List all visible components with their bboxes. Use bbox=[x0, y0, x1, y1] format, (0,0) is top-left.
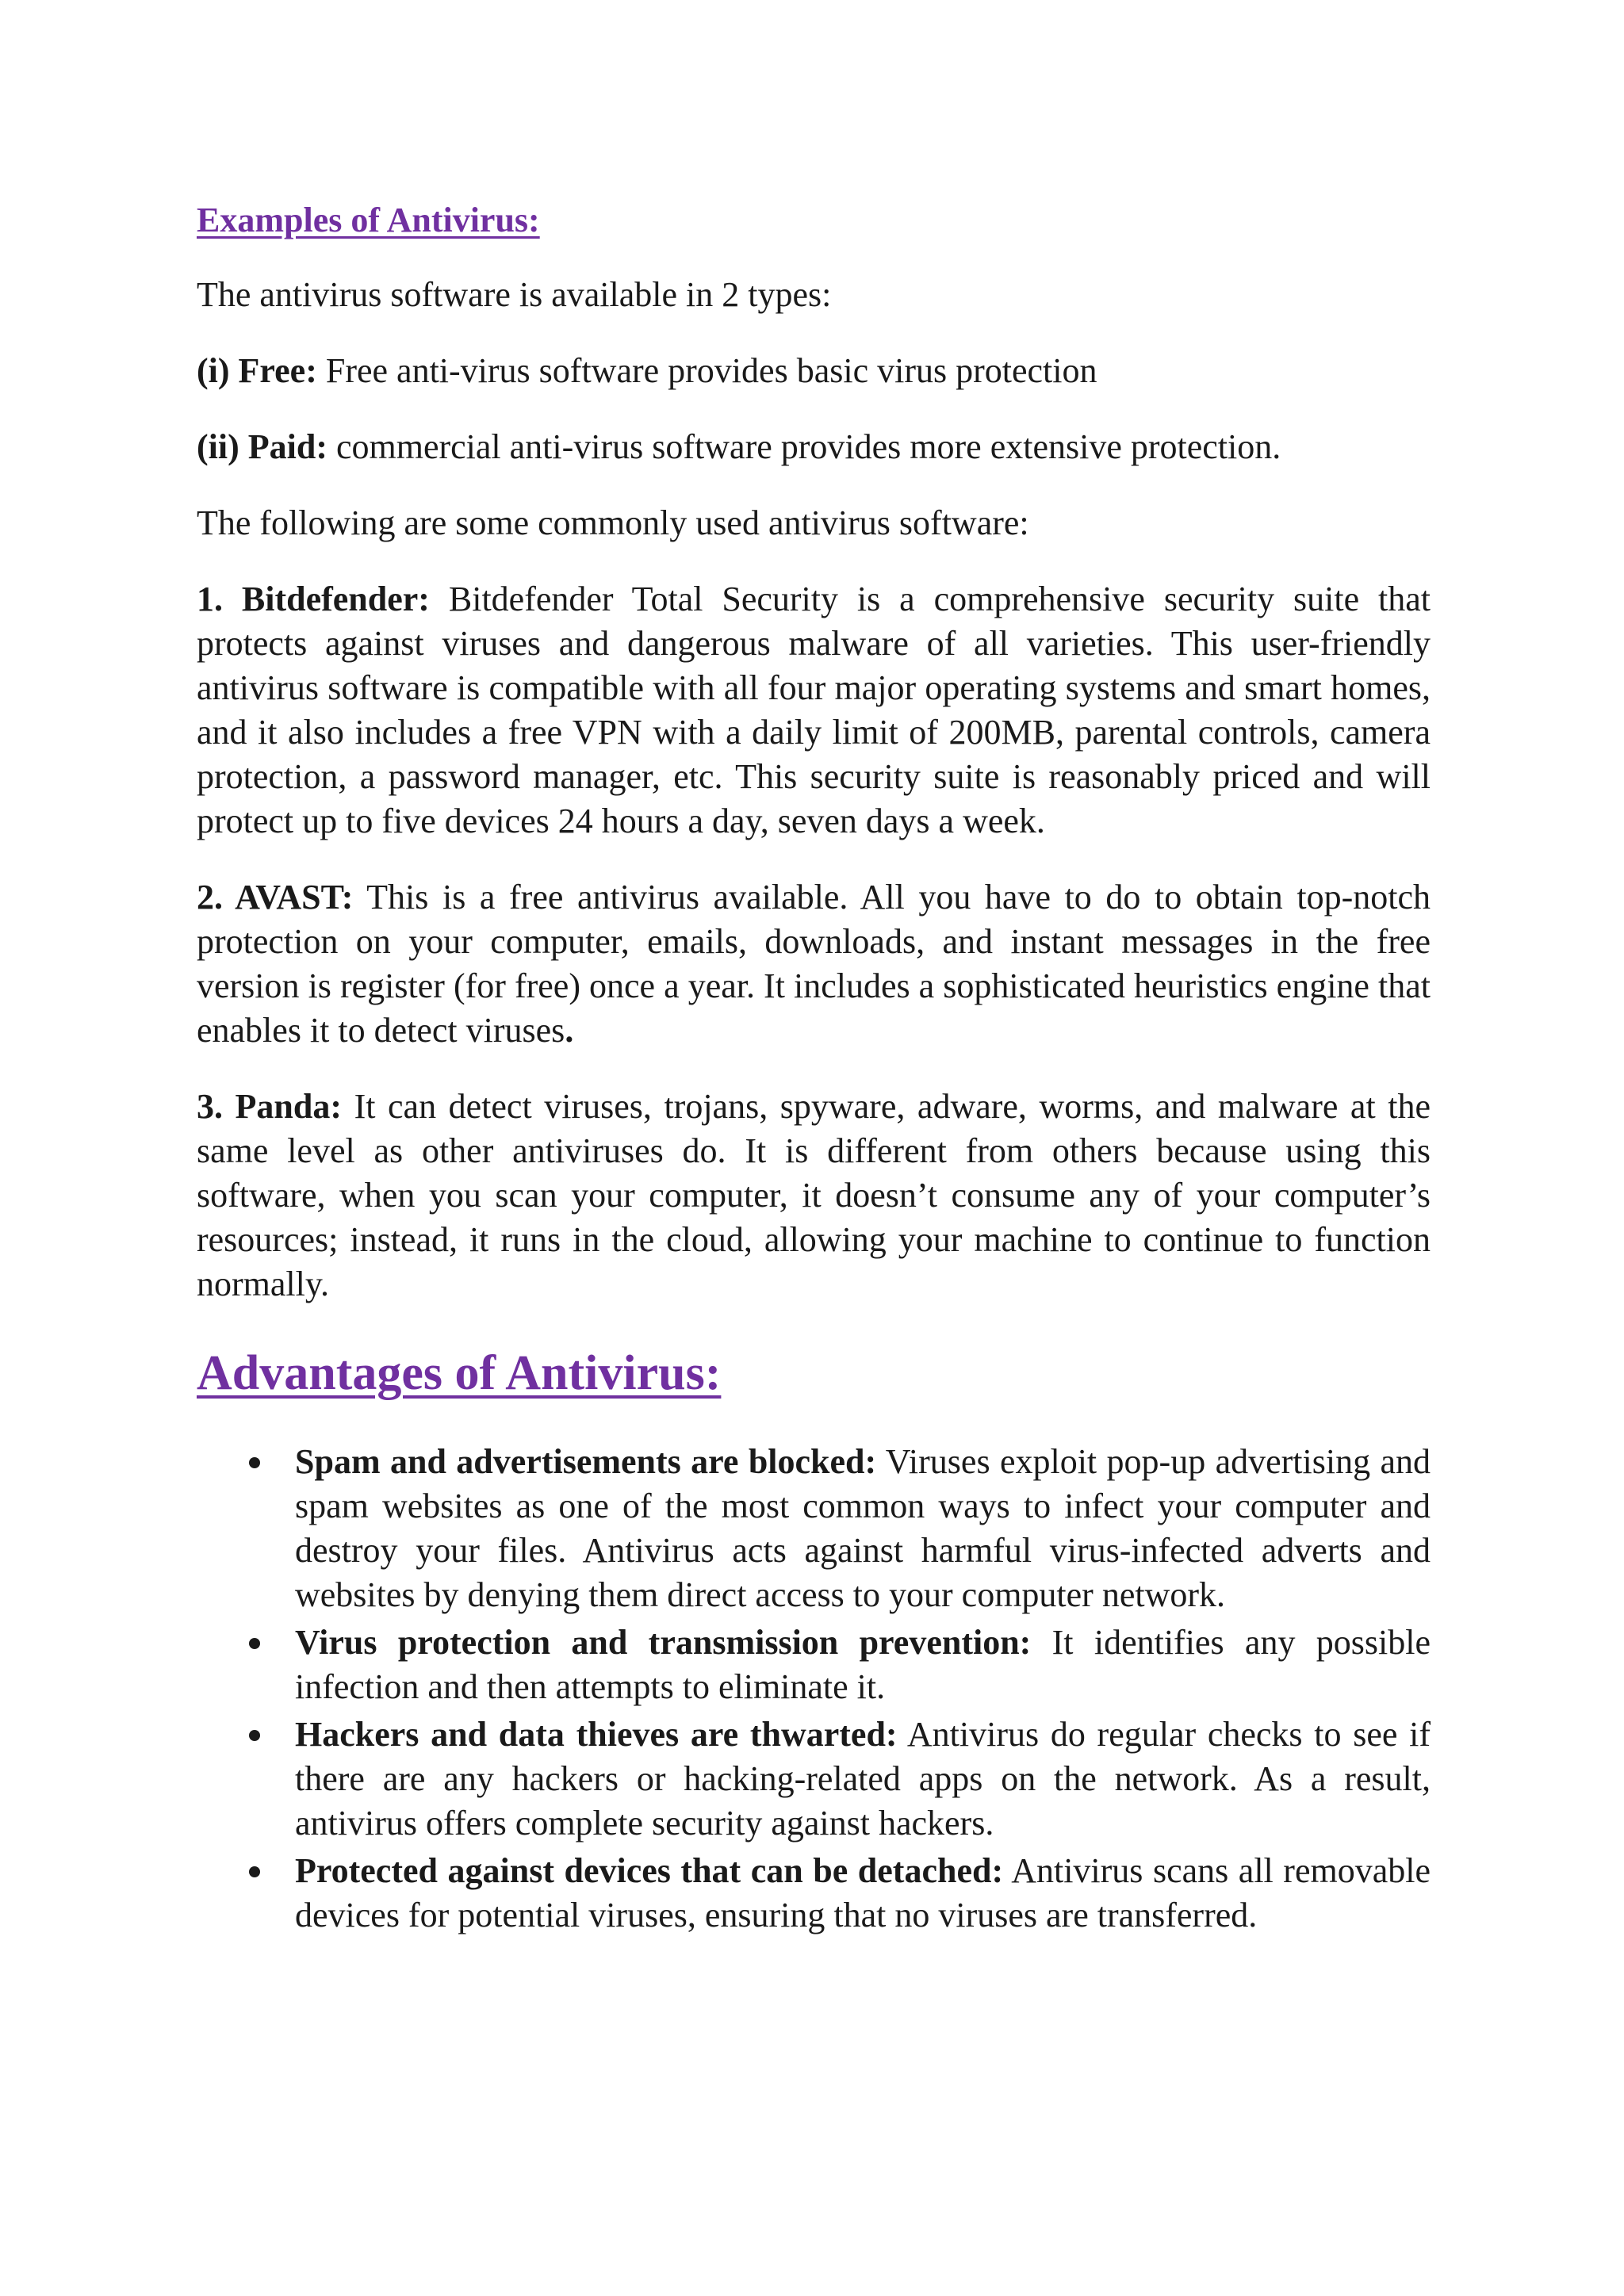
product-avast-label: 2. AVAST: bbox=[197, 878, 354, 916]
advantages-heading: Advantages of Antivirus: bbox=[197, 1346, 722, 1400]
bullet-icon bbox=[249, 1730, 260, 1741]
type-paid bbox=[197, 425, 1431, 469]
examples-heading: Examples of Antivirus: bbox=[197, 201, 540, 239]
product-panda bbox=[197, 1085, 1431, 1307]
advantage-label: Protected against devices that can be detached: bbox=[295, 1851, 1004, 1890]
type-paid-text: commercial anti-virus software provides more extensive protection. bbox=[327, 427, 1281, 466]
product-panda-label: 3. Panda: bbox=[197, 1087, 343, 1126]
bullet-icon bbox=[249, 1866, 260, 1877]
advantages-list bbox=[197, 1440, 1431, 1938]
advantage-item bbox=[197, 1712, 1431, 1846]
type-free-text: Free anti-virus software provides basic virus protection bbox=[316, 351, 1097, 390]
advantage-text: It identifies any possible infection and then attempts to eliminate it. bbox=[295, 1623, 1431, 1706]
bullet-icon bbox=[249, 1457, 260, 1468]
advantage-text: Antivirus do regular checks to see if there are any hackers or hacking-related apps on the network. As a result, antivirus offers complete security against hackers. bbox=[295, 1715, 1431, 1843]
advantage-item bbox=[197, 1621, 1431, 1709]
advantage-text: Antivirus scans all removable devices for potential viruses, ensuring that no viruses are transferred. bbox=[295, 1851, 1431, 1934]
advantage-item bbox=[197, 1849, 1431, 1938]
types-intro: The antivirus software is available in 2 types: bbox=[197, 275, 832, 314]
document-content bbox=[197, 197, 1431, 1941]
product-bitdefender-label: 1. Bitdefender: bbox=[197, 580, 430, 618]
bullet-icon bbox=[249, 1638, 260, 1649]
advantage-item bbox=[197, 1440, 1431, 1617]
products-intro: The following are some commonly used antivirus software: bbox=[197, 503, 1029, 542]
type-free-label: (i) Free: bbox=[197, 351, 317, 390]
product-avast bbox=[197, 875, 1431, 1053]
advantage-text: Viruses exploit pop-up advertising and spam websites as one of the most common ways to infect your computer and destroy your files. Antivirus acts against harmful virus-infected adverts and websites by denying them direct access to your computer network. bbox=[295, 1442, 1431, 1614]
product-bitdefender bbox=[197, 577, 1431, 844]
advantage-label: Spam and advertisements are blocked: bbox=[295, 1442, 877, 1481]
product-bitdefender-text: Bitdefender Total Security is a comprehensive security suite that protects against viruses and dangerous malware of all varieties. This user-friendly antivirus software is compatible with all four major operating systems and smart homes, and it also includes a free VPN with a daily limit of 200MB, parental controls, camera protection, a password manager, etc. This security suite is reasonably priced and will protect up to five devices 24 hours a day, seven days a week. bbox=[197, 580, 1431, 840]
advantage-label: Virus protection and transmission prevention: bbox=[295, 1623, 1032, 1662]
type-free bbox=[197, 349, 1431, 393]
type-paid-label: (ii) Paid: bbox=[197, 427, 327, 466]
advantage-label: Hackers and data thieves are thwarted: bbox=[295, 1715, 898, 1754]
product-panda-text: It can detect viruses, trojans, spyware, adware, worms, and malware at the same level as other antiviruses do. It is different from others because using this software, when you scan your computer, it doesn’t consume any of your computer’s resources; instead, it runs in the cloud, allowing your machine to continue to function normally. bbox=[197, 1087, 1431, 1303]
product-avast-text: This is a free antivirus available. All you have to do to obtain top-notch protection on your computer, emails, downloads, and instant messages in the free version is register (for free) once a year. It includes a sophisticated heuristics engine that enables it to detect viruses bbox=[197, 878, 1431, 1050]
product-avast-period: . bbox=[565, 1011, 574, 1050]
